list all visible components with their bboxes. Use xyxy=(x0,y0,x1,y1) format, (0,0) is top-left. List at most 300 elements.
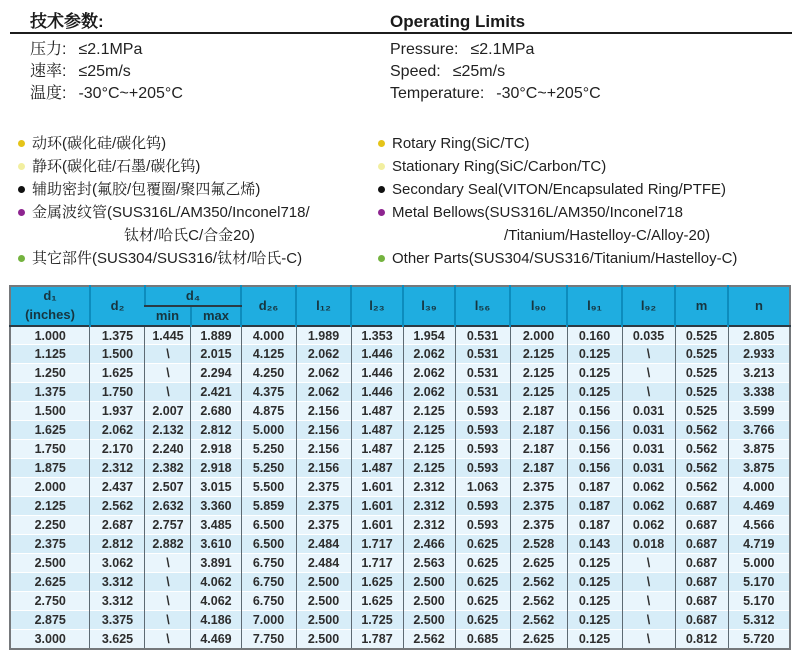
table-cell: 0.187 xyxy=(567,516,622,535)
col-header-d4-min: min xyxy=(145,306,191,326)
spec-pressure-en xyxy=(390,39,601,61)
table-cell: 4.186 xyxy=(191,611,241,630)
col-header-d1 xyxy=(10,286,90,326)
table-cell: 5.170 xyxy=(728,592,790,611)
table-cell: 0.156 xyxy=(567,421,622,440)
materials-list-cn xyxy=(18,132,378,270)
bullet-icon xyxy=(378,209,385,216)
col-header-l91: l₉₁ xyxy=(567,286,622,326)
col-header-l56: l₅₆ xyxy=(455,286,510,326)
table-cell: 2.294 xyxy=(191,364,241,383)
table-cell: 1.889 xyxy=(191,326,241,345)
table-cell: \ xyxy=(622,364,675,383)
table-cell: 1.487 xyxy=(351,421,403,440)
table-cell: 2.562 xyxy=(510,573,567,592)
table-cell: 2.562 xyxy=(510,611,567,630)
table-cell: 0.018 xyxy=(622,535,675,554)
table-cell: 2.882 xyxy=(145,535,191,554)
material-item xyxy=(378,247,737,270)
dimension-table xyxy=(9,285,791,650)
table-cell: 2.625 xyxy=(10,573,90,592)
table-header xyxy=(10,286,790,326)
spec-value: -30°C~+205°C xyxy=(496,85,601,102)
table-cell: 2.507 xyxy=(145,478,191,497)
table-cell: 0.687 xyxy=(675,592,728,611)
table-cell: 5.250 xyxy=(241,440,296,459)
col-header-l23: l₂₃ xyxy=(351,286,403,326)
table-cell: 1.750 xyxy=(10,440,90,459)
table-cell: 5.859 xyxy=(241,497,296,516)
table-cell: 1.601 xyxy=(351,516,403,535)
table-cell: 2.187 xyxy=(510,402,567,421)
table-cell: 0.187 xyxy=(567,497,622,516)
table-cell: 3.312 xyxy=(90,573,145,592)
table-cell: 2.062 xyxy=(296,364,351,383)
table-cell: 0.125 xyxy=(567,592,622,611)
table-cell: 2.687 xyxy=(90,516,145,535)
table-cell: 0.531 xyxy=(455,345,510,364)
table-cell: 2.918 xyxy=(191,459,241,478)
table-cell: 2.062 xyxy=(296,383,351,402)
table-cell: 1.487 xyxy=(351,440,403,459)
material-text xyxy=(32,247,302,270)
table-cell: 0.625 xyxy=(455,573,510,592)
table-cell: 1.445 xyxy=(145,326,191,345)
table-cell: 3.625 xyxy=(90,630,145,649)
spec-speed-en xyxy=(390,61,601,83)
table-cell: 2.812 xyxy=(191,421,241,440)
col-header-l39: l₃₉ xyxy=(403,286,455,326)
table-cell: 6.750 xyxy=(241,554,296,573)
table-cell: 1.000 xyxy=(10,326,90,345)
table-cell: 2.312 xyxy=(403,478,455,497)
table-cell: 7.000 xyxy=(241,611,296,630)
table-row xyxy=(10,497,790,516)
col-header-d4-max: max xyxy=(191,306,241,326)
table-cell: 0.125 xyxy=(567,554,622,573)
table-cell: 2.500 xyxy=(10,554,90,573)
table-cell: \ xyxy=(145,630,191,649)
table-cell: 2.062 xyxy=(296,345,351,364)
material-item xyxy=(378,155,737,178)
table-cell: 1.717 xyxy=(351,554,403,573)
table-cell: 3.375 xyxy=(90,611,145,630)
table-cell: 3.875 xyxy=(728,459,790,478)
table-cell: 0.031 xyxy=(622,440,675,459)
table-cell: 0.687 xyxy=(675,516,728,535)
table-cell: 1.446 xyxy=(351,383,403,402)
table-cell: 2.632 xyxy=(145,497,191,516)
table-cell: 0.031 xyxy=(622,421,675,440)
table-cell: 1.601 xyxy=(351,497,403,516)
table-cell: 1.787 xyxy=(351,630,403,649)
table-cell: 1.750 xyxy=(90,383,145,402)
material-text xyxy=(392,201,710,247)
table-cell: 2.187 xyxy=(510,459,567,478)
table-cell: 0.525 xyxy=(675,402,728,421)
materials-list-en xyxy=(378,132,737,270)
table-cell: \ xyxy=(622,383,675,402)
table-cell: \ xyxy=(145,611,191,630)
table-cell: 4.062 xyxy=(191,592,241,611)
material-line: /Titanium/Hastelloy-C/Alloy-20) xyxy=(504,227,711,244)
col-header-m: m xyxy=(675,286,728,326)
table-cell: 1.250 xyxy=(10,364,90,383)
table-cell: 1.500 xyxy=(10,402,90,421)
table-cell: 3.485 xyxy=(191,516,241,535)
table-cell: \ xyxy=(622,630,675,649)
table-cell: 0.685 xyxy=(455,630,510,649)
table-cell: 3.610 xyxy=(191,535,241,554)
table-cell: 2.062 xyxy=(403,364,455,383)
table-cell: 4.469 xyxy=(191,630,241,649)
table-cell: \ xyxy=(622,592,675,611)
table-cell: 1.717 xyxy=(351,535,403,554)
table-cell: 3.891 xyxy=(191,554,241,573)
table-cell: 1.725 xyxy=(351,611,403,630)
table-cell: 2.625 xyxy=(510,630,567,649)
table-cell: 2.125 xyxy=(10,497,90,516)
table-cell: 2.625 xyxy=(510,554,567,573)
table-cell: 0.625 xyxy=(455,535,510,554)
table-cell: 1.446 xyxy=(351,345,403,364)
table-cell: 3.312 xyxy=(90,592,145,611)
operating-limits xyxy=(0,34,800,105)
table-cell: 2.250 xyxy=(10,516,90,535)
spec-label: Temperature: xyxy=(390,85,485,102)
col-header-d1-symbol: d₁ xyxy=(43,288,57,303)
table-cell: 5.000 xyxy=(241,421,296,440)
table-cell: 2.500 xyxy=(296,573,351,592)
table-cell: 2.015 xyxy=(191,345,241,364)
table-cell: 1.487 xyxy=(351,402,403,421)
table-cell: 7.750 xyxy=(241,630,296,649)
table-cell: 2.125 xyxy=(403,440,455,459)
spec-value: ≤25m/s xyxy=(78,63,131,80)
spec-label: 速率: xyxy=(30,63,67,80)
table-cell: \ xyxy=(145,364,191,383)
table-cell: 4.469 xyxy=(728,497,790,516)
material-line: 动环(碳化硅/碳化钨) xyxy=(32,135,167,152)
material-item xyxy=(18,201,378,247)
spec-speed-cn xyxy=(30,61,390,83)
table-row xyxy=(10,592,790,611)
material-item xyxy=(378,178,737,201)
table-cell: 4.062 xyxy=(191,573,241,592)
table-cell: 2.062 xyxy=(403,345,455,364)
table-cell: 5.312 xyxy=(728,611,790,630)
table-cell: 2.170 xyxy=(90,440,145,459)
table-cell: 1.625 xyxy=(90,364,145,383)
table-cell: 2.125 xyxy=(510,364,567,383)
bullet-icon xyxy=(18,255,25,262)
material-item xyxy=(378,201,737,247)
table-cell: 0.525 xyxy=(675,364,728,383)
table-cell: 1.500 xyxy=(90,345,145,364)
spec-label: Speed: xyxy=(390,63,441,80)
table-cell: 3.000 xyxy=(10,630,90,649)
table-cell: 2.156 xyxy=(296,440,351,459)
table-cell: 1.353 xyxy=(351,326,403,345)
table-cell: 0.593 xyxy=(455,440,510,459)
spec-value: ≤25m/s xyxy=(452,63,506,80)
table-cell: 2.466 xyxy=(403,535,455,554)
table-row xyxy=(10,326,790,345)
table-cell: 1.937 xyxy=(90,402,145,421)
spec-pressure-cn xyxy=(30,39,390,61)
table-cell: 2.382 xyxy=(145,459,191,478)
table-cell: 2.680 xyxy=(191,402,241,421)
table-cell: 4.566 xyxy=(728,516,790,535)
table-cell: 3.766 xyxy=(728,421,790,440)
table-cell: 3.213 xyxy=(728,364,790,383)
table-cell: 0.562 xyxy=(675,440,728,459)
table-cell: 0.525 xyxy=(675,345,728,364)
col-header-l90: l₉₀ xyxy=(510,286,567,326)
table-cell: 4.000 xyxy=(728,478,790,497)
table-cell: 2.007 xyxy=(145,402,191,421)
table-cell: 2.562 xyxy=(90,497,145,516)
material-text xyxy=(392,247,737,270)
table-cell: 2.562 xyxy=(403,630,455,649)
bullet-icon xyxy=(378,186,385,193)
table-row xyxy=(10,440,790,459)
bullet-icon xyxy=(18,140,25,147)
table-cell: 0.031 xyxy=(622,402,675,421)
table-cell: 2.421 xyxy=(191,383,241,402)
title-en: Operating Limits xyxy=(390,12,526,31)
table-cell: 6.500 xyxy=(241,516,296,535)
table-cell: 2.156 xyxy=(296,459,351,478)
table-cell: 1.954 xyxy=(403,326,455,345)
table-cell: 0.593 xyxy=(455,402,510,421)
table-cell: 4.125 xyxy=(241,345,296,364)
table-cell: \ xyxy=(622,345,675,364)
table-cell: 2.187 xyxy=(510,421,567,440)
material-line: 静环(碳化硅/石墨/碳化钨) xyxy=(32,158,201,175)
table-row xyxy=(10,573,790,592)
table-cell: 0.062 xyxy=(622,497,675,516)
table-cell: 2.125 xyxy=(403,402,455,421)
table-cell: 0.593 xyxy=(455,421,510,440)
table-cell: 0.525 xyxy=(675,383,728,402)
table-cell: 2.875 xyxy=(10,611,90,630)
table-cell: 0.593 xyxy=(455,516,510,535)
table-cell: 2.918 xyxy=(191,440,241,459)
material-line: 辅助密封(氟胶/包覆圈/聚四氟乙烯) xyxy=(32,181,261,198)
col-header-d26: d₂₆ xyxy=(241,286,296,326)
table-cell: 0.156 xyxy=(567,459,622,478)
material-line: 其它部件(SUS304/SUS316/钛材/哈氏-C) xyxy=(32,250,303,267)
table-cell: 2.125 xyxy=(510,345,567,364)
table-cell: 5.500 xyxy=(241,478,296,497)
table-row xyxy=(10,535,790,554)
material-item xyxy=(378,132,737,155)
table-cell: 1.989 xyxy=(296,326,351,345)
table-cell: 4.250 xyxy=(241,364,296,383)
table-cell: 2.750 xyxy=(10,592,90,611)
table-cell: 4.375 xyxy=(241,383,296,402)
bullet-icon xyxy=(18,186,25,193)
table-cell: 4.000 xyxy=(241,326,296,345)
table-cell: \ xyxy=(145,383,191,402)
table-cell: 3.338 xyxy=(728,383,790,402)
table-cell: 2.125 xyxy=(403,421,455,440)
table-cell: 1.625 xyxy=(351,592,403,611)
table-cell: 0.125 xyxy=(567,573,622,592)
table-cell: \ xyxy=(145,345,191,364)
table-cell: 2.375 xyxy=(10,535,90,554)
material-text xyxy=(32,178,260,201)
spec-temperature-cn xyxy=(30,83,390,105)
table-cell: 0.125 xyxy=(567,345,622,364)
table-cell: 0.687 xyxy=(675,497,728,516)
material-text xyxy=(392,178,726,201)
table-cell: 0.035 xyxy=(622,326,675,345)
table-cell: 5.170 xyxy=(728,573,790,592)
table-cell: 3.360 xyxy=(191,497,241,516)
spec-value: -30°C~+205°C xyxy=(78,85,183,102)
col-header-n: n xyxy=(728,286,790,326)
materials-section xyxy=(0,132,800,270)
material-item xyxy=(18,247,378,270)
table-cell: 2.375 xyxy=(510,516,567,535)
table-cell: 1.446 xyxy=(351,364,403,383)
material-item xyxy=(18,178,378,201)
table-cell: 2.528 xyxy=(510,535,567,554)
table-cell: 6.750 xyxy=(241,592,296,611)
material-line: Other Parts(SUS304/SUS316/Titanium/Hastelloy-C) xyxy=(392,250,738,267)
material-line: 金属波纹管(SUS316L/AM350/Inconel718/ xyxy=(32,204,310,221)
table-cell: 0.812 xyxy=(675,630,728,649)
spec-label: 温度: xyxy=(30,85,67,102)
table-cell: 0.562 xyxy=(675,459,728,478)
table-row xyxy=(10,421,790,440)
table-cell: 5.250 xyxy=(241,459,296,478)
table-cell: 2.375 xyxy=(296,497,351,516)
col-header-d2: d₂ xyxy=(90,286,145,326)
table-cell: 2.805 xyxy=(728,326,790,345)
table-cell: 0.160 xyxy=(567,326,622,345)
bullet-icon xyxy=(18,209,25,216)
table-cell: 2.000 xyxy=(10,478,90,497)
table-cell: 2.375 xyxy=(296,516,351,535)
section-titles xyxy=(10,0,792,34)
table-cell: 2.125 xyxy=(510,383,567,402)
spec-label: Pressure: xyxy=(390,41,459,58)
table-row xyxy=(10,554,790,573)
table-row xyxy=(10,516,790,535)
table-cell: 0.562 xyxy=(675,421,728,440)
table-cell: 6.500 xyxy=(241,535,296,554)
table-cell: \ xyxy=(622,554,675,573)
table-cell: 2.312 xyxy=(403,516,455,535)
table-cell: 2.312 xyxy=(90,459,145,478)
table-cell: 2.500 xyxy=(296,611,351,630)
table-cell: 3.875 xyxy=(728,440,790,459)
table-cell: 0.125 xyxy=(567,611,622,630)
col-header-l92: l₉₂ xyxy=(622,286,675,326)
table-cell: 4.719 xyxy=(728,535,790,554)
table-cell: 0.687 xyxy=(675,573,728,592)
table-cell: 1.601 xyxy=(351,478,403,497)
table-cell: 0.156 xyxy=(567,440,622,459)
table-row xyxy=(10,630,790,649)
table-cell: 0.531 xyxy=(455,326,510,345)
material-item xyxy=(18,155,378,178)
table-cell: 2.563 xyxy=(403,554,455,573)
bullet-icon xyxy=(18,163,25,170)
table-cell: 0.156 xyxy=(567,402,622,421)
table-row xyxy=(10,478,790,497)
table-cell: 0.531 xyxy=(455,364,510,383)
table-cell: 0.125 xyxy=(567,383,622,402)
table-row xyxy=(10,611,790,630)
table-cell: 0.062 xyxy=(622,478,675,497)
bullet-icon xyxy=(378,140,385,147)
table-cell: 2.484 xyxy=(296,554,351,573)
table-row xyxy=(10,364,790,383)
table-row xyxy=(10,459,790,478)
table-cell: 3.062 xyxy=(90,554,145,573)
table-cell: 2.375 xyxy=(296,478,351,497)
table-cell: 2.312 xyxy=(403,497,455,516)
table-cell: \ xyxy=(145,554,191,573)
table-cell: 1.625 xyxy=(351,573,403,592)
table-cell: 2.187 xyxy=(510,440,567,459)
table-cell: 0.593 xyxy=(455,459,510,478)
table-cell: 2.812 xyxy=(90,535,145,554)
table-cell: 0.687 xyxy=(675,611,728,630)
table-cell: 0.625 xyxy=(455,611,510,630)
table-cell: 2.500 xyxy=(296,592,351,611)
table-cell: 2.500 xyxy=(403,573,455,592)
table-cell: 2.240 xyxy=(145,440,191,459)
table-cell: 2.933 xyxy=(728,345,790,364)
spec-label: 压力: xyxy=(30,41,67,58)
table-cell: 0.031 xyxy=(622,459,675,478)
table-cell: 2.484 xyxy=(296,535,351,554)
table-cell: 1.125 xyxy=(10,345,90,364)
table-cell: 1.375 xyxy=(90,326,145,345)
table-cell: 0.531 xyxy=(455,383,510,402)
specs-en xyxy=(390,39,601,105)
table-cell: 2.500 xyxy=(403,592,455,611)
table-cell: 5.720 xyxy=(728,630,790,649)
table-cell: 2.156 xyxy=(296,421,351,440)
table-body xyxy=(10,326,790,649)
table-cell: 0.143 xyxy=(567,535,622,554)
material-line: Metal Bellows(SUS316L/AM350/Inconel718 xyxy=(392,204,683,221)
table-cell: \ xyxy=(145,592,191,611)
table-cell: 0.525 xyxy=(675,326,728,345)
table-cell: 0.625 xyxy=(455,554,510,573)
table-cell: 3.599 xyxy=(728,402,790,421)
table-cell: \ xyxy=(145,573,191,592)
specs-cn xyxy=(30,39,390,105)
table-cell: 2.156 xyxy=(296,402,351,421)
table-cell: \ xyxy=(622,573,675,592)
table-row xyxy=(10,383,790,402)
table-cell: 0.062 xyxy=(622,516,675,535)
table-cell: 2.125 xyxy=(403,459,455,478)
title-cn: 技术参数: xyxy=(30,12,104,31)
table-cell: 2.000 xyxy=(510,326,567,345)
material-text xyxy=(32,155,200,178)
col-header-d4: d₄ xyxy=(145,286,241,306)
table-cell: 0.125 xyxy=(567,630,622,649)
table-cell: 0.687 xyxy=(675,535,728,554)
